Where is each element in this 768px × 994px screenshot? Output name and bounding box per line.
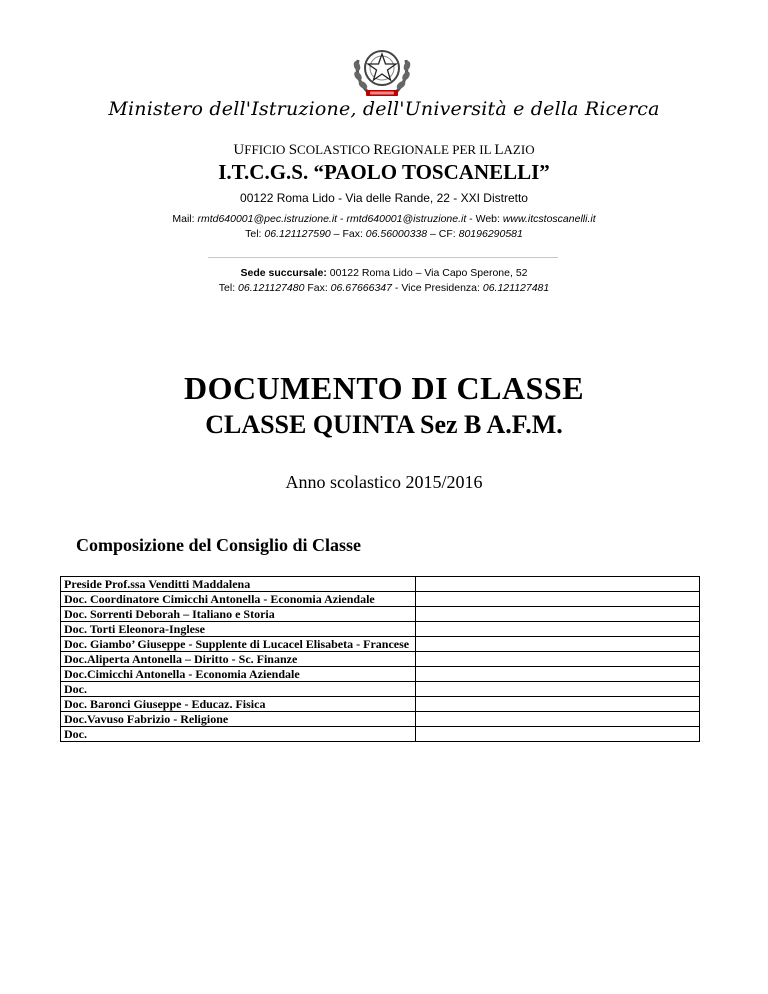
signature-cell [415, 682, 699, 697]
member-name: Doc. Torti Eleonora-Inglese [61, 622, 416, 637]
school-year: Anno scolastico 2015/2016 [285, 472, 483, 492]
italian-republic-emblem-icon [348, 40, 416, 102]
table-row [61, 637, 700, 652]
member-name: Preside Prof.ssa Venditti Maddalena [61, 577, 416, 592]
signature-cell [415, 652, 699, 667]
signature-cell [415, 727, 699, 742]
member-name: Doc. Baronci Giuseppe - Educaz. Fisica [61, 697, 416, 712]
table-row [61, 697, 700, 712]
member-name: Doc. [61, 727, 416, 742]
signature-cell [415, 592, 699, 607]
email-link[interactable]: rmtd640001@istruzione.it [346, 213, 467, 225]
signature-cell [415, 607, 699, 622]
member-name: Doc. Coordinatore Cimicchi Antonella - Economia Aziendale [61, 592, 416, 607]
council-title: Composizione del Consiglio di Classe [76, 535, 362, 555]
phone-line: Tel: 06.121127590 – Fax: 06.56000338 – CF: 80196290581 [245, 228, 523, 240]
school-address: 00122 Roma Lido - Via delle Rande, 22 - XXI Distretto [240, 191, 528, 205]
website-link[interactable]: www.itcstoscanelli.it [502, 213, 596, 225]
document-title: DOCUMENTO DI CLASSE [183, 370, 585, 406]
council-table [60, 576, 700, 742]
table-row [61, 682, 700, 697]
header-divider [208, 257, 558, 258]
signature-cell [415, 637, 699, 652]
member-name: Doc. Sorrenti Deborah – Italiano e Storia [61, 607, 416, 622]
signature-cell [415, 577, 699, 592]
table-row [61, 577, 700, 592]
member-name: Doc. Giambo’ Giuseppe - Supplente di Lucacel Elisabeta - Francese [61, 637, 416, 652]
member-name: Doc.Cimicchi Antonella - Economia Aziendale [61, 667, 416, 682]
table-row [61, 592, 700, 607]
signature-cell [415, 667, 699, 682]
table-row [61, 712, 700, 727]
signature-cell [415, 712, 699, 727]
school-name: I.T.C.G.S. “PAOLO TOSCANELLI” [218, 160, 550, 184]
member-name: Doc. [61, 682, 416, 697]
member-name: Doc.Aliperta Antonella – Diritto - Sc. Finanze [61, 652, 416, 667]
pec-email-link[interactable]: rmtd640001@pec.istruzione.it [197, 213, 338, 225]
mail-line: Mail: rmtd640001@pec.istruzione.it - rmtd640001@istruzione.it - Web: www.itcstoscanelli.it [172, 213, 596, 225]
member-name: Doc.Vavuso Fabrizio - Religione [61, 712, 416, 727]
table-row [61, 622, 700, 637]
signature-cell [415, 697, 699, 712]
table-row [61, 667, 700, 682]
table-row [61, 727, 700, 742]
document-subtitle: CLASSE QUINTA Sez B A.F.M. [205, 410, 563, 439]
ministry-name: Ministero dell'Istruzione, dell'Università e della Ricerca [108, 98, 660, 120]
branch-phone-line: Tel: 06.121127480 Fax: 06.67666347 - Vice Presidenza: 06.121127481 [218, 282, 550, 294]
school-contacts [0, 212, 768, 242]
table-row [61, 652, 700, 667]
regional-office: UFFICIO SCOLASTICO REGIONALE PER IL LAZIO [233, 142, 535, 158]
branch-info [0, 266, 768, 296]
table-row [61, 607, 700, 622]
branch-address-line: Sede succursale: 00122 Roma Lido – Via Capo Sperone, 52 [240, 267, 528, 279]
signature-cell [415, 622, 699, 637]
